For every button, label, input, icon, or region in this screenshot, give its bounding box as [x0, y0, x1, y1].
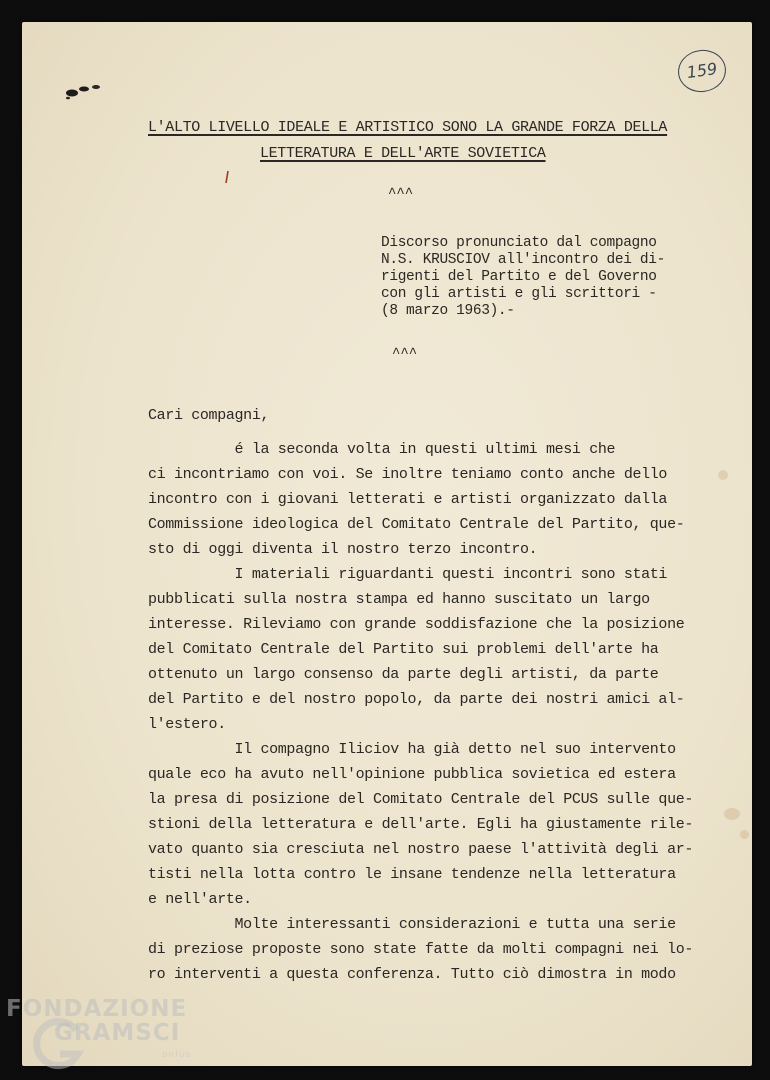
body-line: ottenuto un largo consenso da parte degli artisti, da parte	[148, 666, 659, 683]
body-line: incontro con i giovani letterati e artisti organizzato dalla	[148, 491, 668, 508]
title-line-2: LETTERATURA E DELL'ARTE SOVIETICA	[260, 145, 546, 162]
pencil-tick-icon	[224, 170, 230, 184]
body-line: l'estero.	[148, 716, 226, 733]
body-line: la presa di posizione del Comitato Centrale del PCUS sulle que-	[148, 791, 694, 808]
body-line: interesse. Rileviamo con grande soddisfazione che la posizione	[148, 616, 685, 633]
body-line: quale eco ha avuto nell'opinione pubblica sovietica ed estera	[148, 766, 676, 783]
body-line: é la seconda volta in questi ultimi mesi che	[148, 441, 616, 458]
body-line: pubblicati sulla nostra stampa ed hanno suscitato un largo	[148, 591, 650, 608]
paper-stain	[718, 470, 728, 480]
watermark-line-2: GRAMSCI	[54, 1020, 181, 1046]
body-line: Il compagno Iliciov ha già detto nel suo intervento	[148, 741, 676, 758]
body-line: sto di oggi diventa il nostro terzo incontro.	[148, 541, 538, 558]
body-line: vato quanto sia cresciuta nel nostro paese l'attività degli ar-	[148, 841, 694, 858]
speech-note-line: Discorso pronunciato dal compagno	[381, 235, 657, 251]
separator-top: ^^^	[388, 186, 414, 202]
paper-stain	[740, 830, 749, 839]
body-line: ci incontriamo con voi. Se inoltre teniamo conto anche dello	[148, 466, 668, 483]
ink-blot-icon	[62, 80, 108, 100]
title-line-1: L'ALTO LIVELLO IDEALE E ARTISTICO SONO LA GRANDE FORZA DELLA	[148, 119, 668, 136]
separator-bottom: ^^^	[392, 346, 418, 362]
speech-note-line: rigenti del Partito e del Governo	[381, 269, 657, 285]
body-line: stioni della letteratura e dell'arte. Egli ha giustamente rile-	[148, 816, 694, 833]
body-line: tisti nella lotta contro le insane tendenze nella letteratura	[148, 866, 676, 883]
watermark-logo	[2, 994, 202, 1074]
body-line: ro interventi a questa conferenza. Tutto ciò dimostra in modo	[148, 966, 676, 983]
speech-note-line: (8 marzo 1963).-	[381, 303, 515, 319]
speech-note-line: con gli artisti e gli scrittori -	[381, 286, 657, 302]
page-number-stamp: 159	[675, 47, 728, 95]
speech-note-line: N.S. KRUSCIOV all'incontro dei di-	[381, 252, 665, 268]
body-line: I materiali riguardanti questi incontri sono stati	[148, 566, 668, 583]
paper-stain	[724, 808, 740, 820]
body-line: Commissione ideologica del Comitato Centrale del Partito, que-	[148, 516, 685, 533]
watermark-line-1: FONDAZIONE	[6, 996, 188, 1022]
body-line: Molte interessanti considerazioni e tutta una serie	[148, 916, 676, 933]
body-line: del Comitato Centrale del Partito sui problemi dell'arte ha	[148, 641, 659, 658]
watermark-line-3: onlus	[162, 1050, 192, 1060]
body-line: del Partito e del nostro popolo, da parte dei nostri amici al-	[148, 691, 685, 708]
body-line: e nell'arte.	[148, 891, 252, 908]
salutation: Cari compagni,	[148, 407, 270, 424]
body-line: di preziose proposte sono state fatte da molti compagni nei lo-	[148, 941, 694, 958]
